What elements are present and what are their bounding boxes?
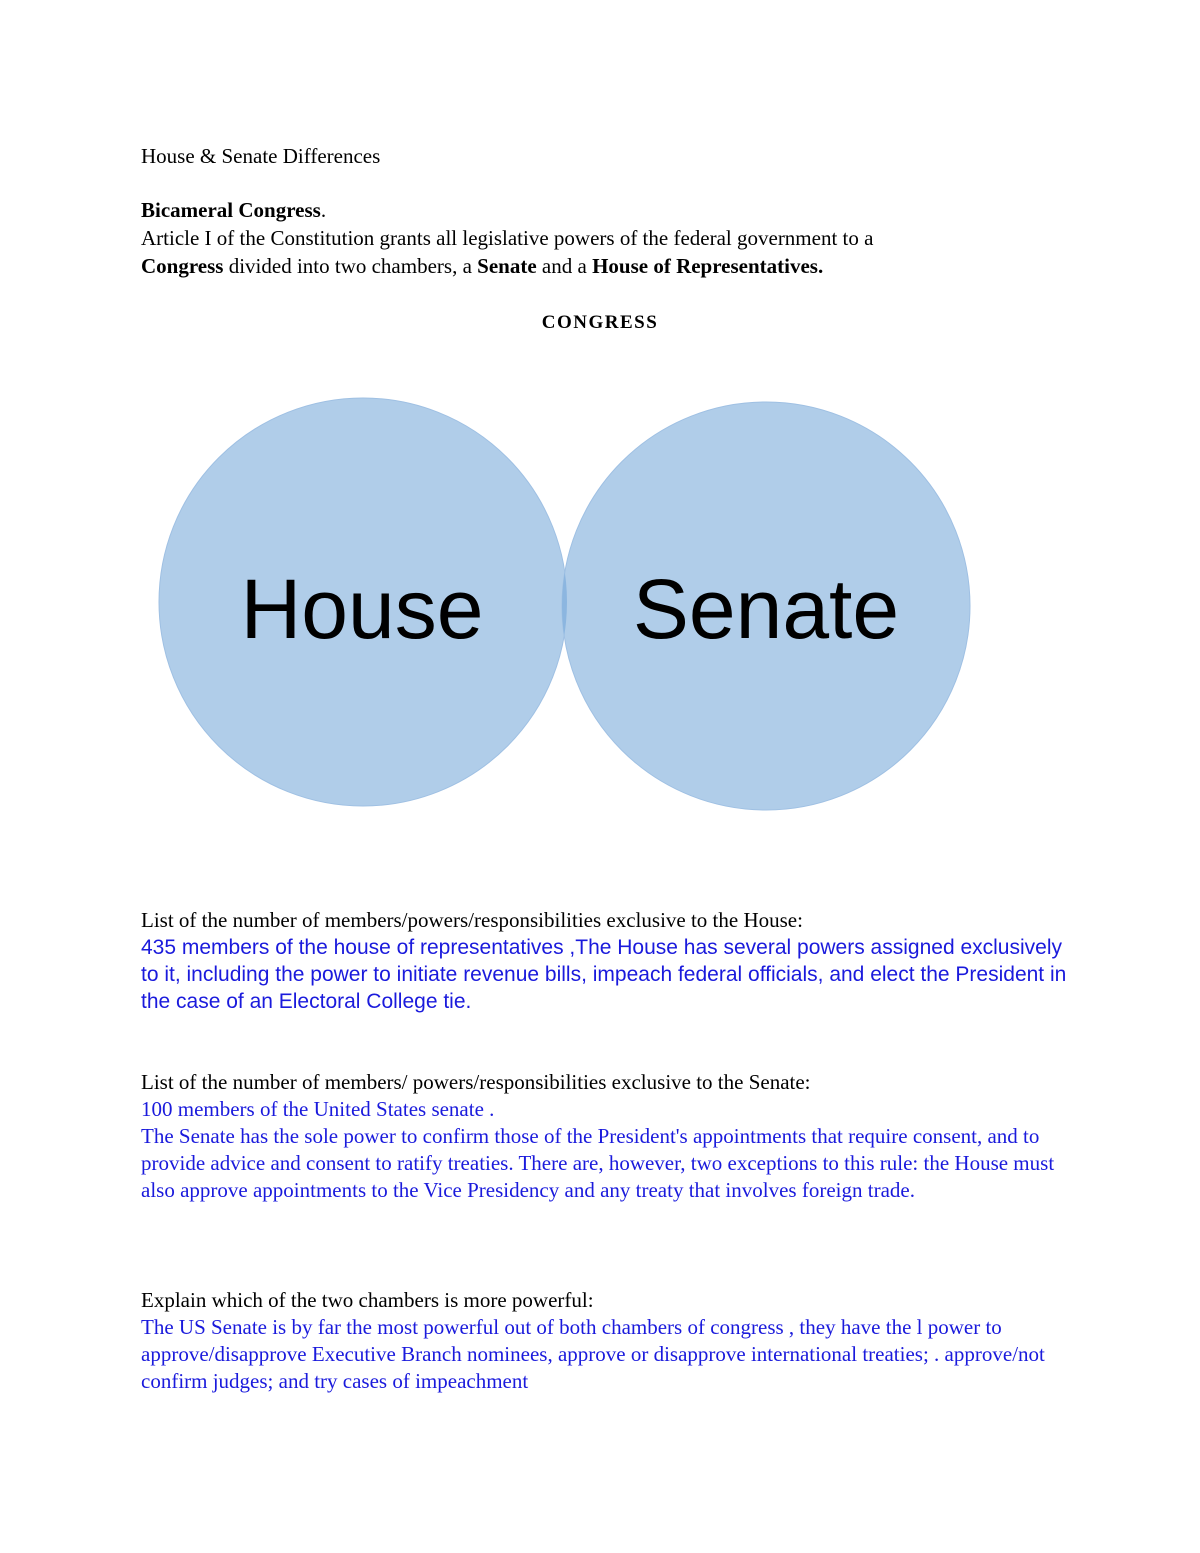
power-answer: The US Senate is by far the most powerful out of both chambers of congress , they have the l power to approve/disapprove Executive Branch nominees, approve or disapprove international treaties; . approve/not confirm judges; and try cases of impeachment bbox=[141, 1315, 1045, 1393]
document-title: House & Senate Differences bbox=[141, 144, 381, 168]
senate-question: List of the number of members/ powers/responsibilities exclusive to the Senate: bbox=[141, 1070, 811, 1094]
intro-mid-1: divided into two chambers, a bbox=[223, 254, 478, 278]
senate-answer-powers: The Senate has the sole power to confirm those of the President's appointments that require consent, and to provide advice and consent to ratify treaties. There are, however, two exceptions to this rule: the House must also approve appointments to the Vice Presidency and any treaty that involves foreign trade. bbox=[141, 1124, 1055, 1202]
intro-heading: Bicameral Congress bbox=[141, 198, 321, 222]
venn-label-senate: Senate bbox=[632, 562, 900, 656]
venn-title: CONGRESS bbox=[541, 312, 659, 333]
intro-block bbox=[141, 196, 1061, 280]
house-section bbox=[141, 907, 1081, 1015]
intro-heading-punct: . bbox=[320, 198, 327, 222]
intro-mid-2: and a bbox=[536, 254, 593, 278]
power-section bbox=[141, 1287, 1081, 1395]
house-answer: 435 members of the house of representatives ,The House has several powers assigned exclusively to it, including the power to initiate revenue bills, impeach federal officials, and elect the President in the case of an Electoral College tie. bbox=[141, 936, 1067, 1013]
power-question: Explain which of the two chambers is more powerful: bbox=[141, 1288, 594, 1312]
intro-senate: Senate bbox=[477, 254, 537, 278]
senate-section bbox=[141, 1069, 1081, 1204]
house-question: List of the number of members/powers/responsibilities exclusive to the House: bbox=[141, 908, 803, 932]
senate-answer-members: 100 members of the United States senate . bbox=[141, 1097, 495, 1121]
venn-label-house: House bbox=[240, 562, 484, 656]
venn-diagram bbox=[0, 300, 1200, 860]
intro-congress: Congress bbox=[141, 254, 224, 278]
intro-heading-line bbox=[141, 196, 1061, 224]
intro-line-1: Article I of the Constitution grants all legislative powers of the federal government to a bbox=[141, 226, 874, 250]
intro-house: House of Representatives. bbox=[592, 254, 824, 278]
intro-line-2 bbox=[141, 252, 1061, 280]
